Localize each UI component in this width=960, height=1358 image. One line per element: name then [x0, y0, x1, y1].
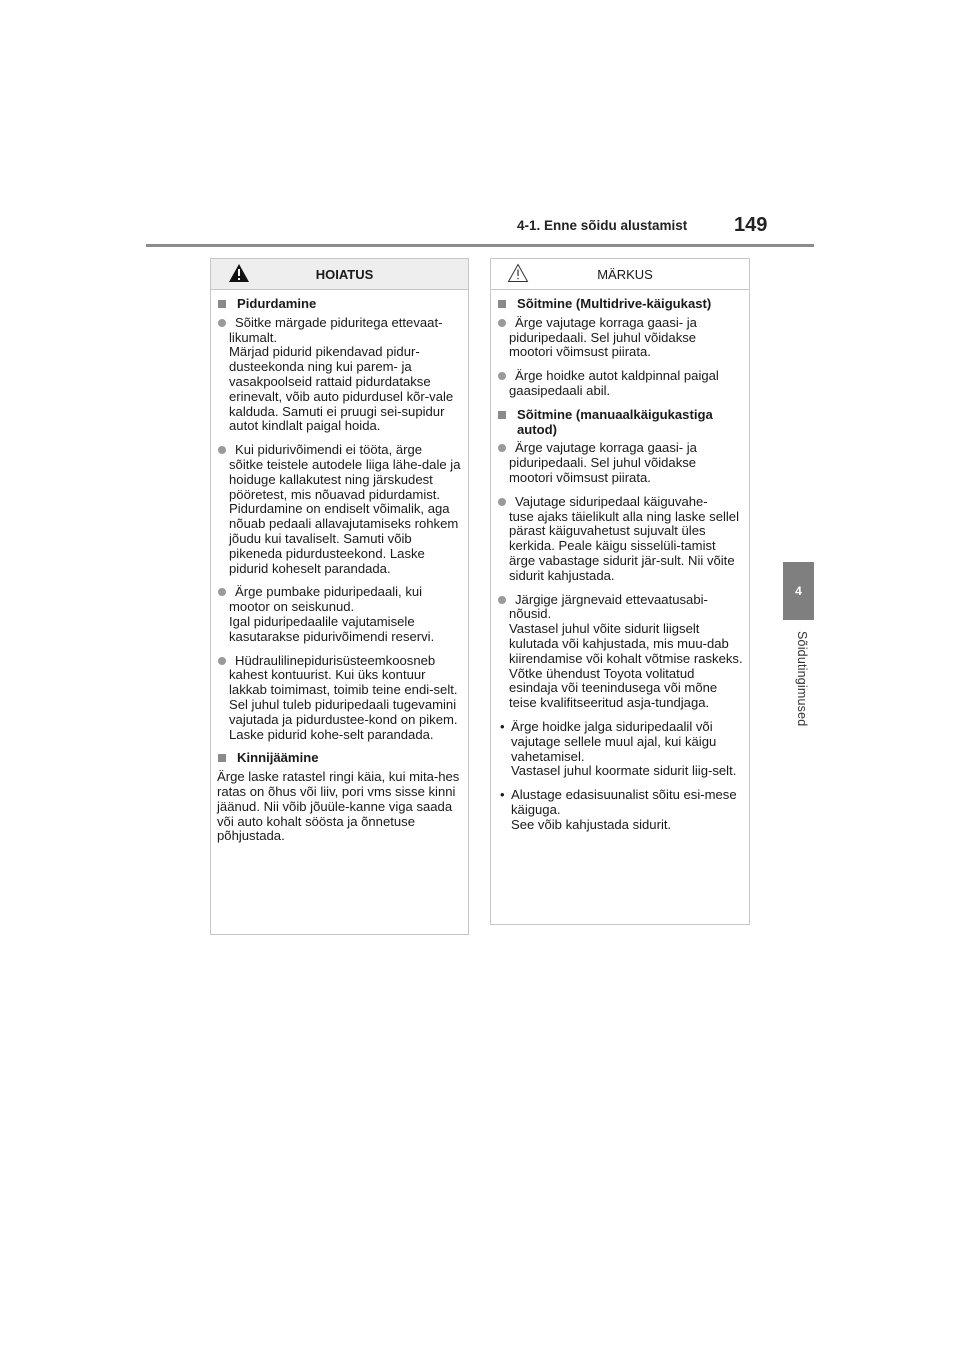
round-bullet-icon: [498, 372, 506, 380]
list-item: Vajutage siduripedaal käiguvahe- tuse ajaks täielikult alla ning laske sellel pärast käiguvahetust sujuvalt üles kerkida. Peale käigu sisselüli-tamist ärge vabastage sidurit jär-sult. Nii võite sidurit kahjustada.: [497, 495, 743, 584]
warning-triangle-filled-icon: [228, 263, 250, 286]
warning-box: [210, 258, 469, 935]
chapter-title: Sõidutingimused: [795, 631, 809, 727]
square-bullet-icon: [498, 411, 506, 419]
list-item: Kui pidurivõimendi ei tööta, ärge sõitke teistele autodele liiga lähe-dale ja hoiduge kallakutest ning järskudest pööretest, mis nõuavad pidurdamist. Pidurdamine on endiselt võimalik, aga nõuab pedaali allavajutamiseks rohkem jõudu kui tavaliselt. Samuti võib pikeneda pidurdusteekond. Laske pidurid koheselt parandada.: [217, 443, 462, 576]
chapter-tab: 4: [783, 562, 814, 620]
round-bullet-icon: [498, 498, 506, 506]
square-bullet-icon: [218, 754, 226, 762]
bullet-glyph: •: [500, 718, 505, 734]
warning-triangle-outline-icon: [507, 263, 529, 286]
bullet-item: • Alustage edasisuunalist sõitu esi-mese käiguga. See võib kahjustada sidurit.: [500, 787, 737, 832]
list-item: Ärge vajutage korraga gaasi- ja piduripedaali. Sel juhul võidakse mootori võimsust piirata.: [497, 316, 743, 360]
round-bullet-icon: [498, 444, 506, 452]
section-title-manual: Sõitmine (manuaalkäigukastiga autod): [497, 408, 743, 438]
round-bullet-icon: [218, 588, 226, 596]
round-bullet-icon: [218, 657, 226, 665]
paragraph: Ärge laske ratastel ringi käia, kui mita-hes ratas on õhus või liiv, pori vms sisse kinni jäänud. Nii võib jõuüle-kanne viga saada või auto kohalt söösta ja õnnetuse põhjustada.: [217, 769, 460, 844]
notice-box: [490, 258, 750, 925]
bullet-glyph: •: [500, 787, 505, 803]
header-rule: [146, 244, 814, 247]
square-bullet-icon: [218, 300, 226, 308]
section-title-braking: Pidurdamine: [217, 297, 462, 312]
list-item: Hüdraulilinepidurisüsteemkoosneb kahest kontuurist. Kui üks kontuur lakkab toimimast, toimib teine endi-selt. Sel juhul tuleb piduripedaali tugevamini vajutada ja pidurdustee-kond on pikem. Laske pidurid kohe-selt parandada.: [217, 654, 462, 743]
square-bullet-icon: [498, 300, 506, 308]
list-item: Ärge pumbake piduripedaali, kui mootor on seiskunud. Igal piduripedaalile vajutamisele kasutarakse pidurivõimendi reservi.: [217, 585, 462, 644]
notice-box-header: [491, 259, 749, 290]
page-number: 149: [734, 214, 768, 236]
bullet-item: • Ärge hoidke jalga siduripedaalil või vajutage sellele muul ajal, kui käigu vahetamisel. Vastasel juhul koormate sidurit liig-selt.: [500, 718, 737, 779]
round-bullet-icon: [218, 319, 226, 327]
list-item: Ärge vajutage korraga gaasi- ja piduripedaali. Sel juhul võidakse mootori võimsust piirata.: [497, 441, 743, 485]
warning-title: HOIATUS: [315, 266, 374, 282]
section-title-multidrive: Sõitmine (Multidrive-käigukast): [497, 297, 743, 312]
notice-title: MÄRKUS: [597, 266, 653, 282]
warning-box-header: [211, 259, 468, 290]
round-bullet-icon: [498, 596, 506, 604]
header-section-title: 4-1. Enne sõidu alustamist: [517, 218, 688, 233]
round-bullet-icon: [218, 446, 226, 454]
round-bullet-icon: [498, 319, 506, 327]
list-item: Sõitke märgade piduritega ettevaat- likumalt. Märjad pidurid pikendavad pidur-dusteekonda ning kui parem- ja vasakpoolseid rattaid pidurdatakse erinevalt, võib auto pidurdusel kõr-vale kalduda. Samuti ei pruugi sei-supidur autot kindlalt paigal hoida.: [217, 316, 462, 434]
list-item: Järgige järgnevaid ettevaatusabi- nõusid. Vastasel juhul võite sidurit liigselt kulutada või kahjustada, mis muu-dab kiirendamise või kohalt võtmise raskeks. Võtke ühendust Toyota volitatud esindaja või teenindusega või mõne teise kvalifitseeritud asja-tundjaga.: [497, 593, 743, 711]
section-title-stuck: Kinnijäämine: [217, 751, 462, 766]
list-item: Ärge hoidke autot kaldpinnal paigal gaasipedaali abil.: [497, 369, 743, 399]
